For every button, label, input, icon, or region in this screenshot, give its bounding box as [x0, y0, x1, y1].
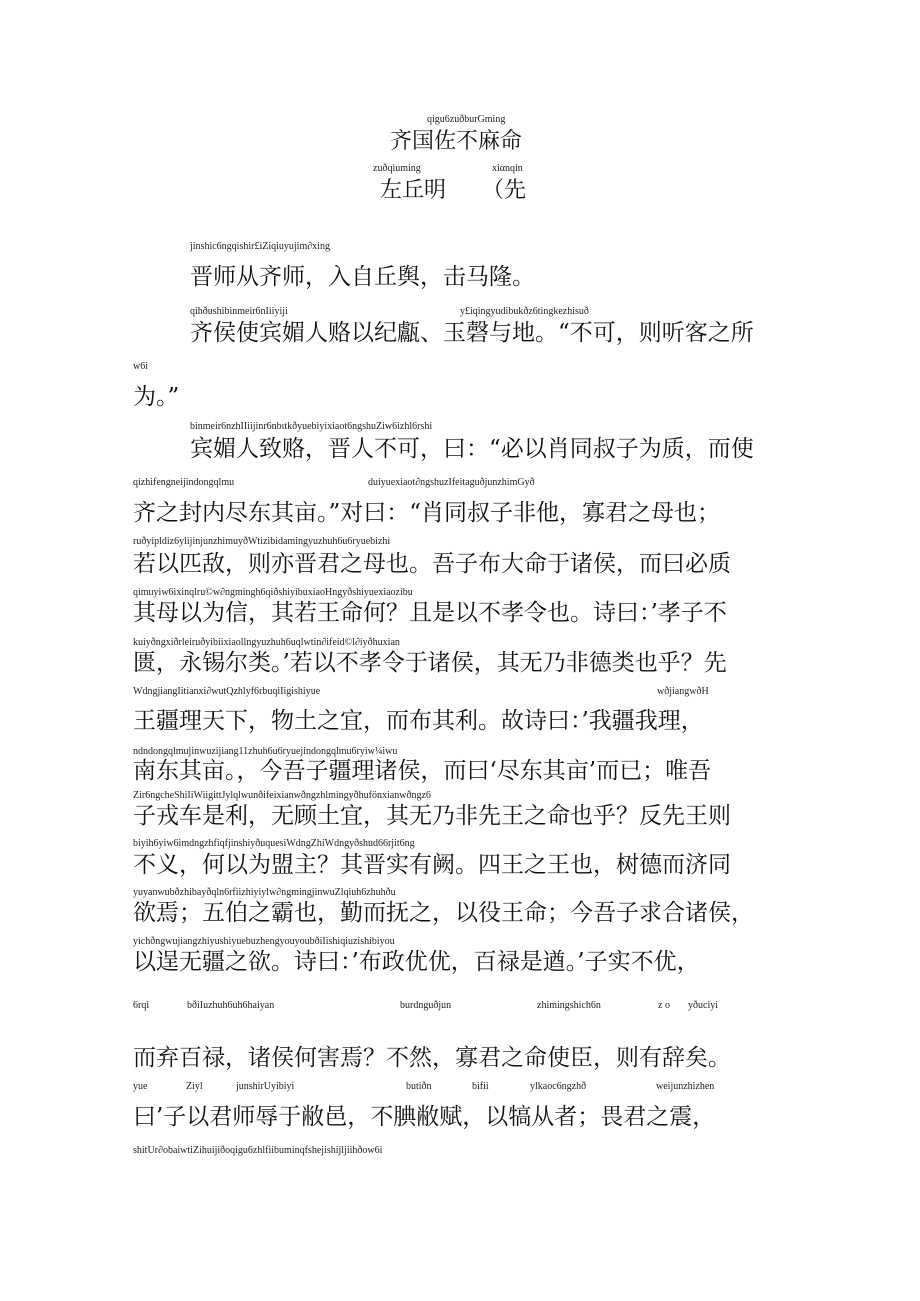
line-pinyin: qihðushibinmeir6nIiiyiji	[190, 306, 288, 317]
text-line: 晋师从齐师，入自丘舆，击马隆。	[190, 264, 535, 290]
text-line: 王疆理天下，物土之宜，而布其利。故诗曰：’我疆我理，	[133, 708, 704, 734]
gap-pinyin: yðuciyi	[688, 1000, 718, 1011]
author-era-pinyin: xiαnqin	[492, 163, 523, 174]
line-pinyin: ruðyipldiz6ylijinjunzhimuyðWtizibidamingyuzhuh6u6ryuebizhi	[133, 536, 391, 547]
row2-pinyin: weijunzhizhen	[656, 1081, 715, 1092]
row2-pinyin: bifii	[472, 1081, 489, 1092]
page-title: 齐国佐不麻命	[390, 129, 523, 154]
line-pinyin-right: y£iqingyudibukðz6tingkezhisuð	[460, 306, 589, 317]
text-line: 齐之封内尽东其亩。”对曰：“肖同叔子非他，寡君之母也；	[133, 500, 721, 526]
title-pinyin: qigu6zuðburGming	[427, 114, 506, 125]
text-line: 宾媚人致赂，晋人不可，曰：“必以肖同叔子为质，而使	[190, 436, 754, 462]
row2-pinyin: butiðn	[406, 1081, 432, 1092]
line-pinyin: Zir6ngcheShiIiWiigittJylqlwunðifeixianwðngzhlmingyðhufönxianwðngz6	[133, 790, 431, 801]
line-pinyin: WdngjiangIitianxi∂wutQzhlyf6rbuqiIigishiyue	[133, 686, 321, 697]
line-pinyin: yuyanwubðzhibayðqln6rfiizhiyiylw∂ngmingjinwuZlqiuh6zhuhðu	[133, 887, 396, 898]
text-line: 南东其亩。，今吾子疆理诸侯，而曰‘尽东其亩’而已；唯吾	[133, 758, 712, 784]
gap-pinyin: zhimingshich6n	[537, 1000, 601, 1011]
text-line: 不义，何以为盟主？其晋实有阙。四王之王也，树德而济同	[133, 852, 731, 878]
text-line: 子戎车是利，无顾土宜，其无乃非先王之命也乎？反先王则	[133, 803, 731, 829]
text-line: 而弃百禄，诸侯何害焉？不然，寡君之命使臣，则有辞矣。	[133, 1045, 731, 1071]
text-line: 齐侯使宾媚人赂以纪甗、玉磬与地。“不可，则听客之所	[190, 320, 754, 346]
text-line: 欲焉；五伯之霸也，勤而抚之，以役王命；今吾子求合诸侯，	[133, 900, 754, 926]
author-name-pinyin: zuðqiuming	[373, 163, 421, 174]
line-pinyin: ndndongqlmujinwuzijiang11zhuh6u6ryuejindongqlmu6ryiw¼iwu	[133, 746, 398, 757]
text-line: 以逞无疆之欲。诗曰：’布政优优，百禄是遒。’子实不优，	[133, 949, 700, 975]
author-era: （先	[482, 178, 527, 203]
line-pinyin: qimuyiw6ixinqlru©w∂ngmingh6qiðshiyibuxiaoHngyðshiyuexiaozibu	[133, 587, 413, 598]
line-pinyin: binmeir6nzhIIiijinr6nbιtkðyuebiyixiaot6ngshuZiw6izhl6rshi	[190, 421, 433, 432]
gap-pinyin: z o	[658, 1000, 670, 1011]
text-line: 若以匹敌，则亦晋君之母也。吾子布大命于诸侯，而曰必质	[133, 551, 731, 577]
line-pinyin: kuiyðngxiðrleiruðyibiixiaollngyuzhuh6uqlwtin∂ifeid©l∂iyðhuxian	[133, 637, 400, 648]
line-pinyin: w6i	[133, 361, 148, 372]
text-line: 为。”	[133, 384, 180, 410]
bottom-pinyin: shitUr∂obaiwtiZihuijiðoqigu6zhlfiibuminqfshejishijljiihðow6i	[133, 1145, 383, 1156]
gap-pinyin: burdnguðjun	[400, 1000, 452, 1011]
text-line: 匮，永锡尔类。’若以不孝令于诸侯，其无乃非德类也乎？先	[133, 650, 727, 676]
row2-pinyin: ylkaoc6ngzhð	[530, 1081, 587, 1092]
text-line: 其母以为信，其若王命何？且是以不孝令也。诗曰：’孝子不	[133, 600, 727, 626]
line-pinyin-right: duiyuexiaot∂ngshuzIfeitaguðjunzhimGyð	[368, 477, 535, 488]
row2-pinyin: yue	[133, 1081, 148, 1092]
line-pinyin: yichðngwujiangzhiyushiyuebuzhengyouyoubðiIishiqiuzíshibiyou	[133, 936, 395, 947]
line-pinyin: qizhifengneijindongqlmu	[133, 477, 235, 488]
gap-pinyin: bðiIuzhuh6uh6haiyan	[187, 1000, 275, 1011]
line-pinyin: biyih6yiw6imdngzhfiqfjinshiyðuquesiWdngZhiWdngyðshud66rjit6ng	[133, 838, 415, 849]
author-name: 左丘明	[380, 178, 447, 203]
text-line: 曰’子以君师辱于敝邑，不腆敝赋，以犒从者；畏君之震，	[133, 1104, 716, 1130]
gap-pinyin: 6rqi	[133, 1000, 150, 1011]
line-pinyin: jinshic6ngqishir£iZiqiuyujim∂xing	[190, 241, 330, 252]
row2-pinyin: Ziyl	[186, 1081, 203, 1092]
line-pinyin-right: wðjiangwðH	[657, 686, 709, 697]
row2-pinyin: junshirUyibiyi	[236, 1081, 295, 1092]
